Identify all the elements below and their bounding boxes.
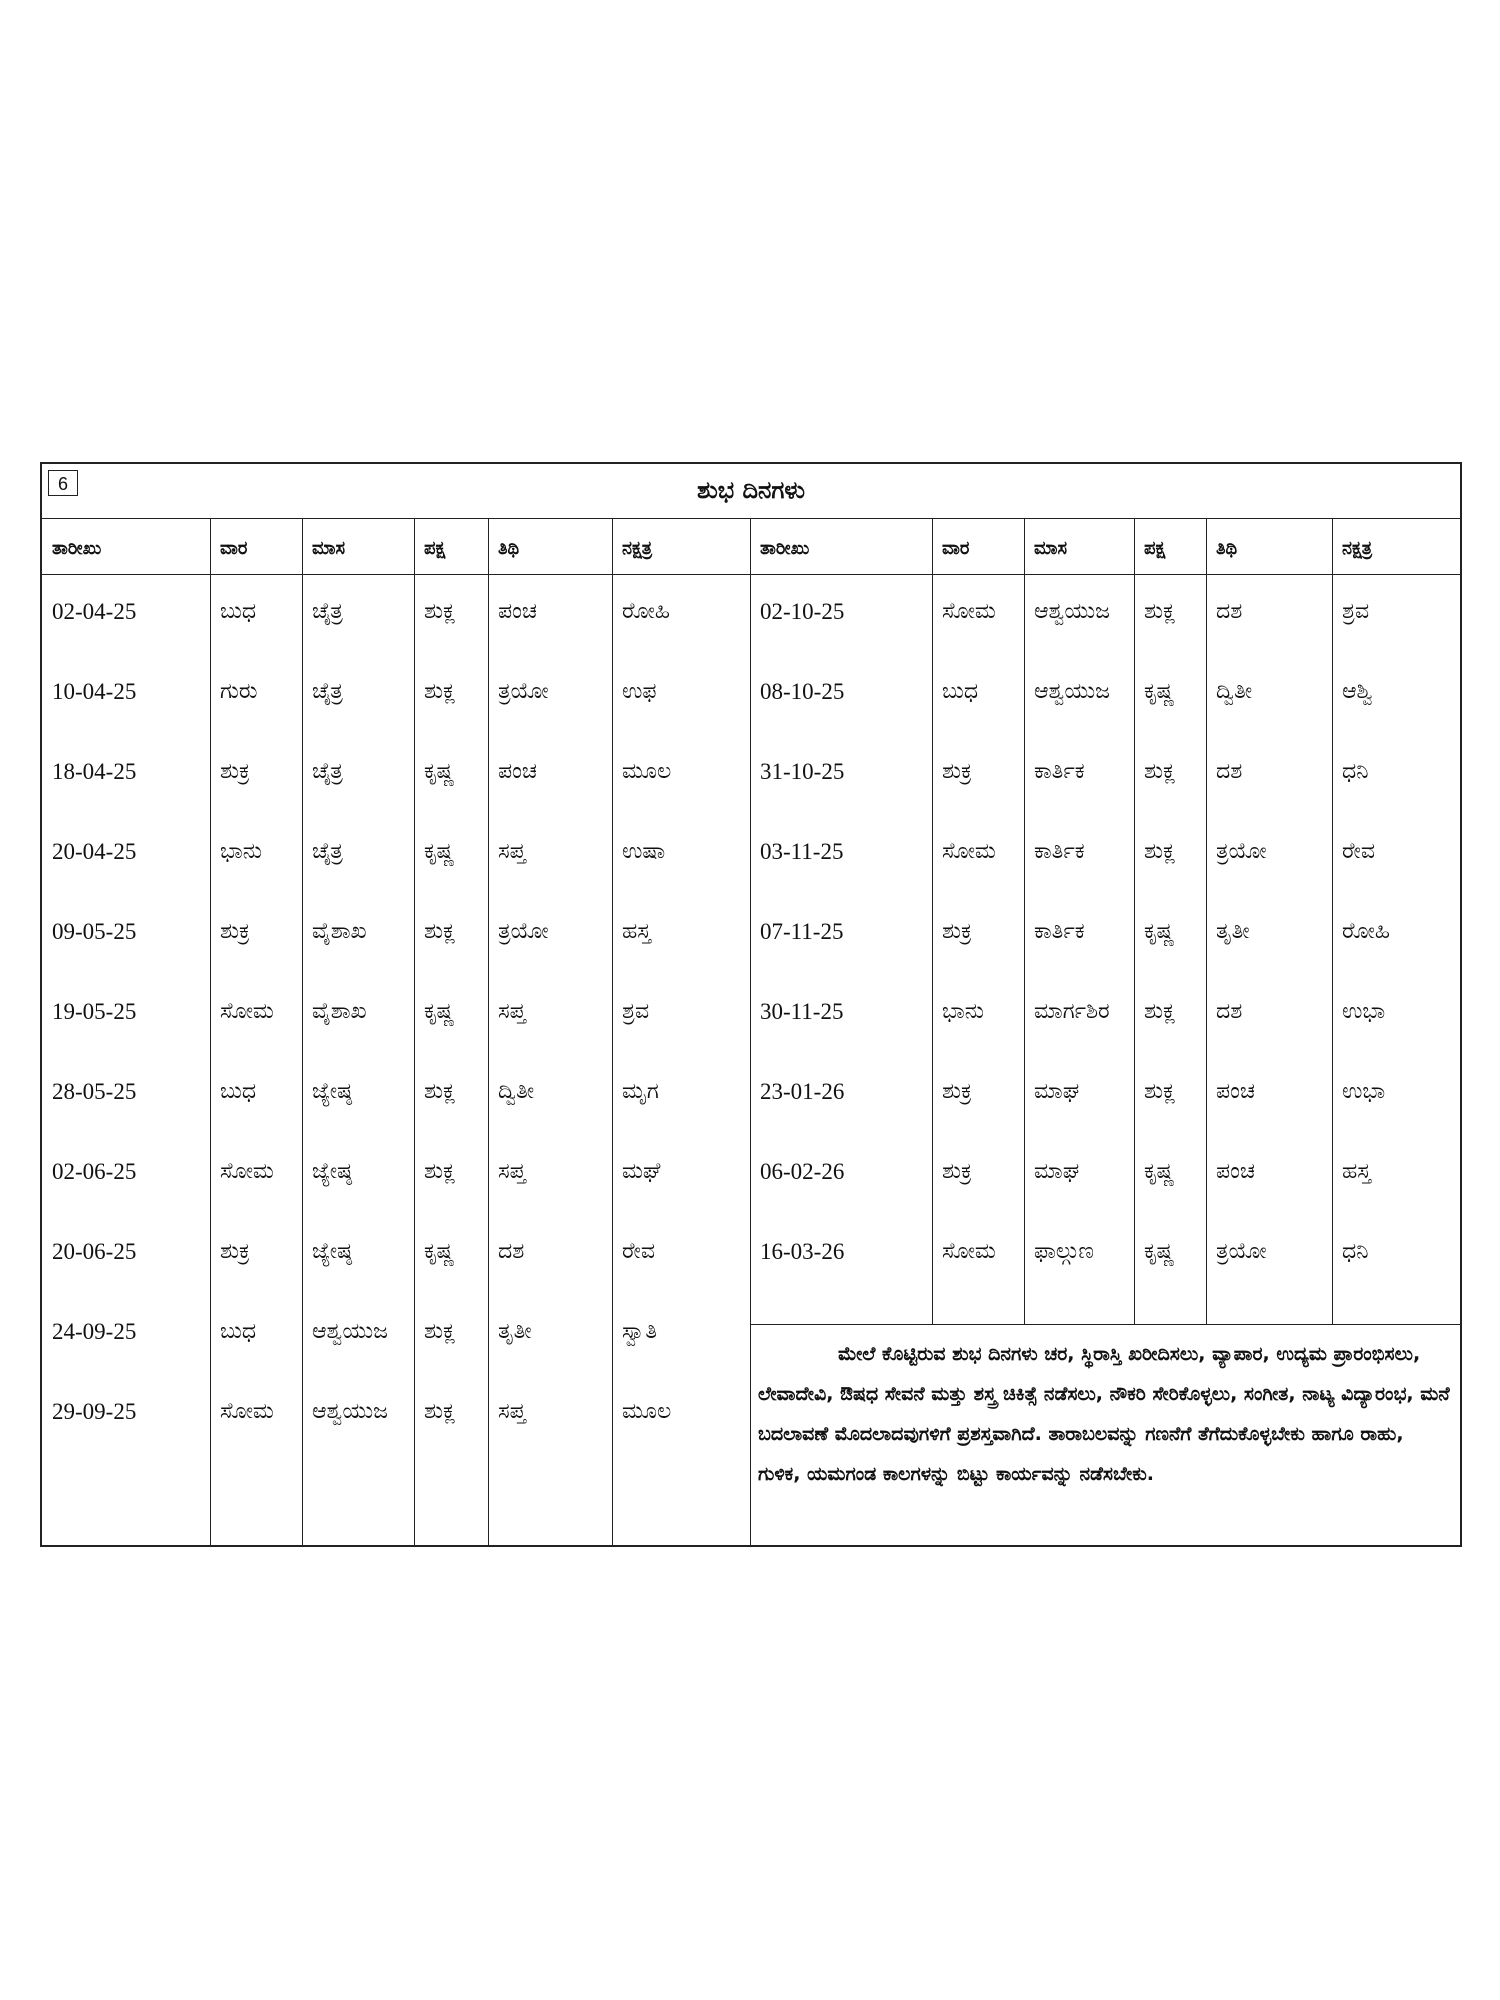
right-table-cell: ಧನಿ: [1342, 759, 1369, 784]
left-table-cell: ಶುಕ್ಲ: [424, 1079, 456, 1104]
right-table-cell: ಮಾಘ: [1034, 1159, 1080, 1184]
right-table-cell: ಶುಕ್ರ: [942, 759, 972, 784]
left-table-cell: ಶುಕ್ಲ: [424, 919, 456, 944]
right-table-cell: 23-01-26: [760, 1079, 845, 1104]
right-table-cell: ತೃತೀ: [1216, 919, 1250, 944]
right-header-cell: ವಾರ: [942, 538, 970, 559]
left-table-cell: ಶುಕ್ಲ: [424, 679, 456, 704]
left-table-cell: ಆಶ್ವಯುಜ: [312, 1399, 388, 1424]
left-table-cell: ಜ್ಯೇಷ್ಠ: [312, 1159, 352, 1184]
right-table-cell: ಶುಕ್ರ: [942, 1079, 972, 1104]
right-table-cell: ತ್ರಯೋ: [1216, 1239, 1267, 1264]
left-table-cell: ತ್ರಯೋ: [498, 919, 549, 944]
note-divider: [750, 1324, 1460, 1325]
right-table-cell: ಬುಧ: [942, 679, 979, 704]
left-table-cell: ಕೃಷ್ಣ: [424, 839, 455, 864]
left-table-cell: ಶುಕ್ಲ: [424, 1399, 456, 1424]
left-table-cell: 24-09-25: [52, 1319, 137, 1344]
right-table-cell: ಉಭಾ: [1342, 999, 1386, 1024]
right-table-cell: ಕಾರ್ತಿಕ: [1034, 759, 1085, 784]
right-table-cell: 08-10-25: [760, 679, 845, 704]
right-header-cell: ತಾರೀಖು: [760, 538, 810, 559]
left-table-cell: ಶುಕ್ರ: [220, 919, 250, 944]
left-table-cell: ವೈಶಾಖ: [312, 999, 367, 1024]
right-table-cell: 03-11-25: [760, 839, 844, 864]
left-table-cell: 18-04-25: [52, 759, 137, 784]
left-table-cell: ದಶ: [498, 1239, 525, 1264]
right-table-cell: ಶುಕ್ಲ: [1144, 1079, 1176, 1104]
right-table-cell: ಪಂಚ: [1216, 1079, 1255, 1104]
left-header-divider: [42, 574, 750, 575]
right-table-cell: ಆಶ್ವಯುಜ: [1034, 679, 1110, 704]
left-table-cell: ಜ್ಯೇಷ್ಠ: [312, 1239, 352, 1264]
left-header-cell: ವಾರ: [220, 538, 248, 559]
right-column-line: [1024, 518, 1025, 1324]
right-table-cell: 31-10-25: [760, 759, 845, 784]
left-table-cell: 10-04-25: [52, 679, 137, 704]
right-table-cell: 30-11-25: [760, 999, 844, 1024]
left-table-cell: ಬುಧ: [220, 1079, 257, 1104]
left-table-cell: ಪಂಚ: [498, 599, 537, 624]
left-table-cell: ಸಪ್ತ: [498, 1159, 526, 1184]
left-table-cell: ಬುಧ: [220, 1319, 257, 1344]
right-table-cell: ಉಭಾ: [1342, 1079, 1386, 1104]
left-table-cell: ಪಂಚ: [498, 759, 537, 784]
right-header-cell: ಮಾಸ: [1034, 538, 1068, 559]
left-table-cell: ಸ್ವಾತಿ: [622, 1319, 658, 1344]
left-table-cell: ಆಶ್ವಯುಜ: [312, 1319, 388, 1344]
left-table-cell: ಸಪ್ತ: [498, 1399, 526, 1424]
right-table-cell: ಶುಕ್ಲ: [1144, 839, 1176, 864]
right-table-cell: ಮಾರ್ಗಶಿರ: [1034, 999, 1110, 1024]
left-table-cell: ಚೈತ್ರ: [312, 759, 343, 784]
left-table-cell: ಸಪ್ತ: [498, 839, 526, 864]
left-table-cell: ಸೋಮ: [220, 1399, 274, 1424]
left-header-cell: ಪಕ್ಷ: [424, 538, 446, 559]
right-table-cell: ಕೃಷ್ಣ: [1144, 1159, 1175, 1184]
right-table-cell: ಧನಿ: [1342, 1239, 1369, 1264]
right-table-cell: ಶುಕ್ರ: [942, 1159, 972, 1184]
left-table-cell: ಕೃಷ್ಣ: [424, 1239, 455, 1264]
right-table-cell: ಪಂಚ: [1216, 1159, 1255, 1184]
right-table-cell: ದಶ: [1216, 999, 1243, 1024]
left-table-cell: ತೃತೀ: [498, 1319, 532, 1344]
left-table-cell: ವೈಶಾಖ: [312, 919, 367, 944]
left-table-cell: ಕೃಷ್ಣ: [424, 759, 455, 784]
right-header-cell: ತಿಥಿ: [1216, 538, 1238, 559]
left-table-cell: ಶುಕ್ರ: [220, 1239, 250, 1264]
left-table-cell: ಶುಕ್ಲ: [424, 1319, 456, 1344]
left-table-cell: 29-09-25: [52, 1399, 137, 1424]
left-table-cell: ದ್ವಿತೀ: [498, 1079, 535, 1104]
left-table-cell: ಮೂಲ: [622, 759, 672, 784]
left-table-cell: ಮೃಗ: [622, 1079, 659, 1104]
right-table-cell: ಕೃಷ್ಣ: [1144, 679, 1175, 704]
left-table-cell: 20-06-25: [52, 1239, 137, 1264]
right-table-cell: 16-03-26: [760, 1239, 845, 1264]
right-table-cell: ಶುಕ್ಲ: [1144, 999, 1176, 1024]
left-table-cell: ಬುಧ: [220, 599, 257, 624]
left-table-cell: ಶ್ರವ: [622, 999, 650, 1024]
right-table-cell: 06-02-26: [760, 1159, 845, 1184]
right-header-cell: ಪಕ್ಷ: [1144, 538, 1166, 559]
left-table-cell: ಚೈತ್ರ: [312, 679, 343, 704]
left-table-cell: ಸೋಮ: [220, 1159, 274, 1184]
left-table-cell: ಮೂಲ: [622, 1399, 672, 1424]
right-column-line: [1332, 518, 1333, 1324]
left-header-cell: ಮಾಸ: [312, 538, 346, 559]
left-table-cell: ಕೃಷ್ಣ: [424, 999, 455, 1024]
right-table-cell: ಸೋಮ: [942, 1239, 996, 1264]
left-table-cell: ಶುಕ್ಲ: [424, 599, 456, 624]
right-column-line: [1206, 518, 1207, 1324]
left-table-cell: ಉಷಾ: [622, 839, 666, 864]
left-table-cell: 20-04-25: [52, 839, 137, 864]
right-table-cell: ಮಾಘ: [1034, 1079, 1080, 1104]
left-table-cell: ಹಸ್ತ: [622, 919, 651, 944]
right-table-cell: ದಶ: [1216, 759, 1243, 784]
left-table-cell: 19-05-25: [52, 999, 137, 1024]
right-table-cell: ಸೋಮ: [942, 839, 996, 864]
left-table-cell: 02-04-25: [52, 599, 137, 624]
left-table-cell: ಶುಕ್ರ: [220, 759, 250, 784]
right-table-cell: 07-11-25: [760, 919, 844, 944]
right-table-cell: ಹಸ್ತ: [1342, 1159, 1371, 1184]
auspicious-days-table: [40, 462, 1462, 1547]
left-column-line: [612, 518, 613, 1547]
left-table-cell: ಸೋಮ: [220, 999, 274, 1024]
left-table-cell: ಮಘೆ: [622, 1159, 661, 1184]
right-table-cell: ಕಾರ್ತಿಕ: [1034, 839, 1085, 864]
right-table-cell: ದ್ವಿತೀ: [1216, 679, 1253, 704]
note-text: ಮೇಲೆ ಕೊಟ್ಟಿರುವ ಶುಭ ದಿನಗಳು ಚರ, ಸ್ಥಿರಾಸ್ತಿ ಖರೀದಿಸಲು, ವ್ಯಾಪಾರ, ಉದ್ಯಮ ಪ್ರಾರಂಭಿಸಲು, ಲೇವಾದೇವಿ, ಔಷಧ ಸೇವನೆ ಮತ್ತು ಶಸ್ತ್ರ ಚಿಕಿತ್ಸೆ ನಡೆಸಲು, ನೌಕರಿ ಸೇರಿಕೊಳ್ಳಲು, ಸಂಗೀತ, ನಾಟ್ಯ ವಿದ್ಯಾರಂಭ, ಮನೆ ಬದಲಾವಣೆ ಮೊದಲಾದವುಗಳಿಗೆ ಪ್ರಶಸ್ತವಾಗಿದೆ. ತಾರಾಬಲವನ್ನು ಗಣನೆಗೆ ತೆಗೆದುಕೊಳ್ಳಬೇಕು ಹಾಗೂ ರಾಹು, ಗುಳಿಕ, ಯಮಗಂಡ ಕಾಲಗಳನ್ನು ಬಿಟ್ಟು ಕಾರ್ಯವನ್ನು ನಡೆಸಬೇಕು.: [758, 1343, 1450, 1485]
left-header-cell: ತಾರೀಖು: [52, 538, 102, 559]
right-table-cell: ಆಶ್ವಿ: [1342, 679, 1373, 704]
left-column-line: [488, 518, 489, 1547]
left-table-cell: ಗುರು: [220, 679, 258, 704]
right-table-cell: ಕಾರ್ತಿಕ: [1034, 919, 1085, 944]
left-table-cell: ರೋಹಿ: [622, 599, 671, 624]
right-table-cell: ಶುಕ್ರ: [942, 919, 972, 944]
right-table-cell: ಸೋಮ: [942, 599, 996, 624]
right-column-line: [932, 518, 933, 1324]
right-header-cell: ನಕ್ಷತ್ರ: [1342, 538, 1373, 559]
right-table-cell: ಕೃಷ್ಣ: [1144, 1239, 1175, 1264]
right-table-cell: ಶುಕ್ಲ: [1144, 759, 1176, 784]
right-table-cell: 02-10-25: [760, 599, 845, 624]
right-table-cell: ಕೃಷ್ಣ: [1144, 919, 1175, 944]
left-header-cell: ನಕ್ಷತ್ರ: [622, 538, 653, 559]
left-header-cell: ತಿಥಿ: [498, 538, 520, 559]
right-table-cell: ರೋಹಿ: [1342, 919, 1391, 944]
right-table-cell: ಭಾನು: [942, 999, 985, 1024]
page-number: 6: [48, 470, 78, 496]
title-divider: [42, 518, 1460, 519]
right-table-cell: ರೇವ: [1342, 839, 1375, 864]
left-table-cell: ತ್ರಯೋ: [498, 679, 549, 704]
left-table-cell: ಚೈತ್ರ: [312, 839, 343, 864]
left-table-cell: ರೇವ: [622, 1239, 655, 1264]
right-header-divider: [750, 574, 1462, 575]
left-table-cell: ಚೈತ್ರ: [312, 599, 343, 624]
left-table-cell: 09-05-25: [52, 919, 137, 944]
center-divider: [750, 518, 751, 1547]
right-table-cell: ಶುಕ್ಲ: [1144, 599, 1176, 624]
page-title: ಶುಭ ದಿನಗಳು: [696, 476, 806, 504]
left-column-line: [414, 518, 415, 1547]
right-table-cell: ಶ್ರವ: [1342, 599, 1370, 624]
right-column-line: [1134, 518, 1135, 1324]
left-table-cell: ಸಪ್ತ: [498, 999, 526, 1024]
left-table-cell: ಉಫ: [622, 679, 657, 704]
right-table-cell: ಫಾಲ್ಗುಣ: [1034, 1239, 1094, 1264]
left-table-cell: ಶುಕ್ಲ: [424, 1159, 456, 1184]
left-table-cell: 28-05-25: [52, 1079, 137, 1104]
left-table-cell: ಜ್ಯೇಷ್ಠ: [312, 1079, 352, 1104]
left-column-line: [210, 518, 211, 1547]
left-table-cell: 02-06-25: [52, 1159, 137, 1184]
left-column-line: [302, 518, 303, 1547]
right-table-cell: ತ್ರಯೋ: [1216, 839, 1267, 864]
left-table-cell: ಭಾನು: [220, 839, 263, 864]
right-table-cell: ಆಶ್ವಯುಜ: [1034, 599, 1110, 624]
right-table-cell: ದಶ: [1216, 599, 1243, 624]
